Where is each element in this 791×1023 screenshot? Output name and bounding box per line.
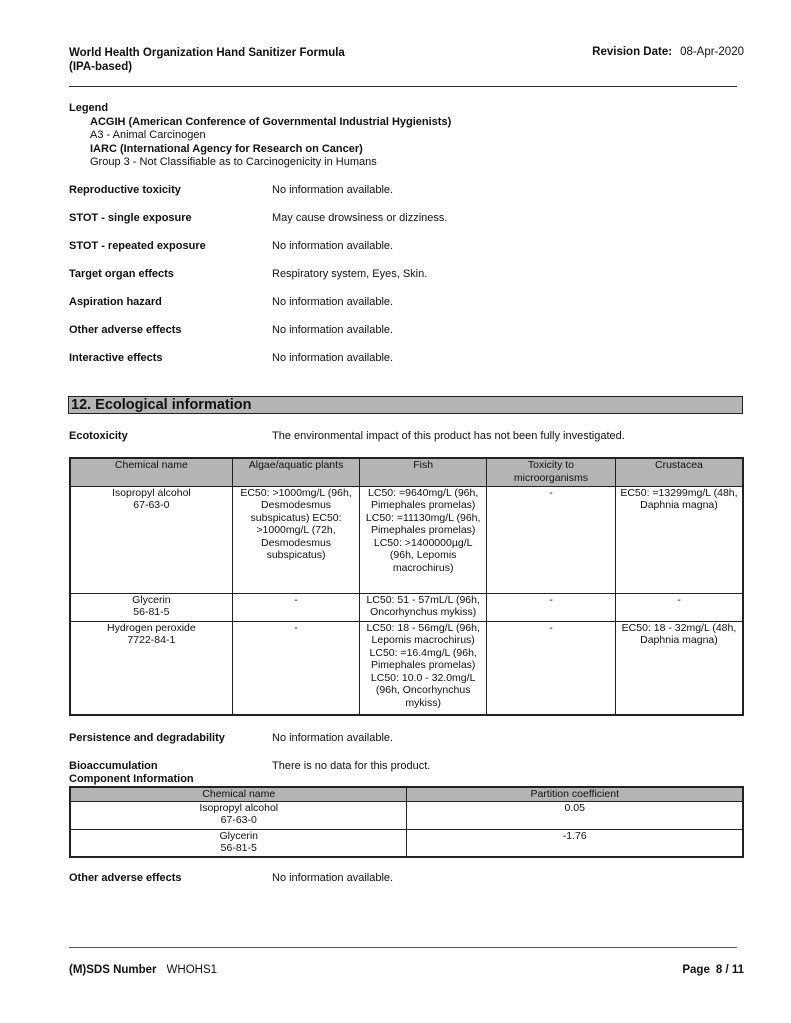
field-label: STOT - single exposure xyxy=(69,212,192,224)
field-value: No information available. xyxy=(272,352,394,364)
table-row xyxy=(70,593,743,621)
chemical-name: Glycerin xyxy=(219,829,258,842)
chemical-name: Isopropyl alcohol xyxy=(199,801,279,814)
cas-number: 7722-84-1 xyxy=(127,634,176,647)
cas-number: 56-81-5 xyxy=(133,606,170,619)
microorganisms-cell: - xyxy=(486,621,615,715)
column-header: Chemical name xyxy=(70,458,232,486)
sds-number xyxy=(69,964,217,976)
legend-entry: IARC (International Agency for Research on Cancer) xyxy=(90,142,363,155)
field-label: Bioaccumulation xyxy=(69,760,158,772)
table-row xyxy=(70,621,743,715)
field-label: Persistence and degradability xyxy=(69,732,225,744)
page-label: Page xyxy=(682,964,710,976)
column-header: Chemical name xyxy=(70,787,407,801)
header-divider xyxy=(69,86,737,87)
chemical-cell xyxy=(70,486,232,593)
field-value: No information available. xyxy=(272,240,394,252)
document-title-line2: (IPA-based) xyxy=(69,61,133,73)
sds-number-label: (M)SDS Number xyxy=(69,964,157,976)
section-heading: 12. Ecological information xyxy=(68,396,743,414)
crustacea-cell: EC50: 18 - 32mg/L (48h, Daphnia magna) xyxy=(615,621,743,715)
chemical-name: Hydrogen peroxide xyxy=(107,621,196,634)
field-value: No information available. xyxy=(272,872,394,884)
column-header: Crustacea xyxy=(615,458,743,486)
revision-date-label: Revision Date: xyxy=(592,46,673,58)
field-value: Respiratory system, Eyes, Skin. xyxy=(272,268,428,280)
table-header-row xyxy=(70,787,743,801)
legend-entry: ACGIH (American Conference of Governmental Industrial Hygienists) xyxy=(90,115,452,128)
fish-cell: LC50: =9640mg/L (96h, Pimephales promelas) LC50: =11130mg/L (96h, Pimephales promelas) LC50: >1400000µg/L (96h, Lepomis macrochirus) xyxy=(360,486,487,593)
cas-number: 56-81-5 xyxy=(220,842,257,855)
revision-date-value: 08-Apr-2020 xyxy=(680,46,744,58)
field-label: Reproductive toxicity xyxy=(69,184,181,196)
footer-divider xyxy=(69,947,737,948)
column-header: Algae/aquatic plants xyxy=(232,458,360,486)
document-title xyxy=(69,46,345,74)
component-info-title: Component Information xyxy=(69,773,194,785)
microorganisms-cell: - xyxy=(486,486,615,593)
ecotoxicity-table xyxy=(69,457,744,716)
legend-title: Legend xyxy=(69,102,109,114)
field-value: May cause drowsiness or dizziness. xyxy=(272,212,448,224)
column-header: Toxicity to microorganisms xyxy=(486,458,615,486)
legend xyxy=(69,102,451,170)
page-value: 8 / 11 xyxy=(715,964,744,976)
field-value: There is no data for this product. xyxy=(272,760,431,772)
chemical-name: Isopropyl alcohol xyxy=(111,486,191,499)
column-header: Fish xyxy=(360,458,487,486)
cas-number: 67-63-0 xyxy=(220,814,257,827)
fish-cell: LC50: 18 - 56mg/L (96h, Lepomis macrochirus) LC50: =16.4mg/L (96h, Pimephales promelas) LC50: 10.0 - 32.0mg/L (96h, Oncorhynchus mykiss) xyxy=(360,621,487,715)
legend-entry: Group 3 - Not Classifiable as to Carcinogenicity in Humans xyxy=(90,156,377,168)
chemical-name: Glycerin xyxy=(132,593,171,606)
crustacea-cell: EC50: =13299mg/L (48h, Daphnia magna) xyxy=(615,486,743,593)
revision-date xyxy=(592,46,744,58)
algae-cell: - xyxy=(232,593,360,621)
partition-coefficient-cell: 0.05 xyxy=(407,801,743,829)
cas-number: 67-63-0 xyxy=(133,499,170,512)
field-label: Target organ effects xyxy=(69,268,174,280)
field-label: Interactive effects xyxy=(69,352,163,364)
field-label: Other adverse effects xyxy=(69,324,182,336)
chemical-cell xyxy=(70,593,232,621)
field-value: No information available. xyxy=(272,184,394,196)
sds-number-value: WHOHS1 xyxy=(166,964,218,976)
legend-entry: A3 - Animal Carcinogen xyxy=(90,129,206,141)
crustacea-cell: - xyxy=(615,593,743,621)
chemical-cell xyxy=(70,829,407,857)
table-row xyxy=(70,829,743,857)
algae-cell: - xyxy=(232,621,360,715)
field-label: Aspiration hazard xyxy=(69,296,162,308)
table-row xyxy=(70,486,743,593)
fish-cell: LC50: 51 - 57mL/L (96h, Oncorhynchus mykiss) xyxy=(360,593,487,621)
algae-cell: EC50: >1000mg/L (96h, Desmodesmus subspicatus) EC50: >1000mg/L (72h, Desmodesmus subspicatus) xyxy=(232,486,360,593)
chemical-cell xyxy=(70,621,232,715)
table-header-row xyxy=(70,458,743,486)
field-label: Other adverse effects xyxy=(69,872,182,884)
microorganisms-cell: - xyxy=(486,593,615,621)
document-title-line1: World Health Organization Hand Sanitizer Formula xyxy=(69,47,345,59)
field-label: Ecotoxicity xyxy=(69,430,128,442)
table-row xyxy=(70,801,743,829)
component-table xyxy=(69,786,744,858)
field-value: The environmental impact of this product has not been fully investigated. xyxy=(272,430,625,442)
column-header: Partition coefficient xyxy=(407,787,743,801)
chemical-cell xyxy=(70,801,407,829)
field-value: No information available. xyxy=(272,732,394,744)
partition-coefficient-cell: -1.76 xyxy=(407,829,743,857)
field-label: STOT - repeated exposure xyxy=(69,240,206,252)
field-value: No information available. xyxy=(272,324,394,336)
field-value: No information available. xyxy=(272,296,394,308)
page-number xyxy=(676,964,744,976)
